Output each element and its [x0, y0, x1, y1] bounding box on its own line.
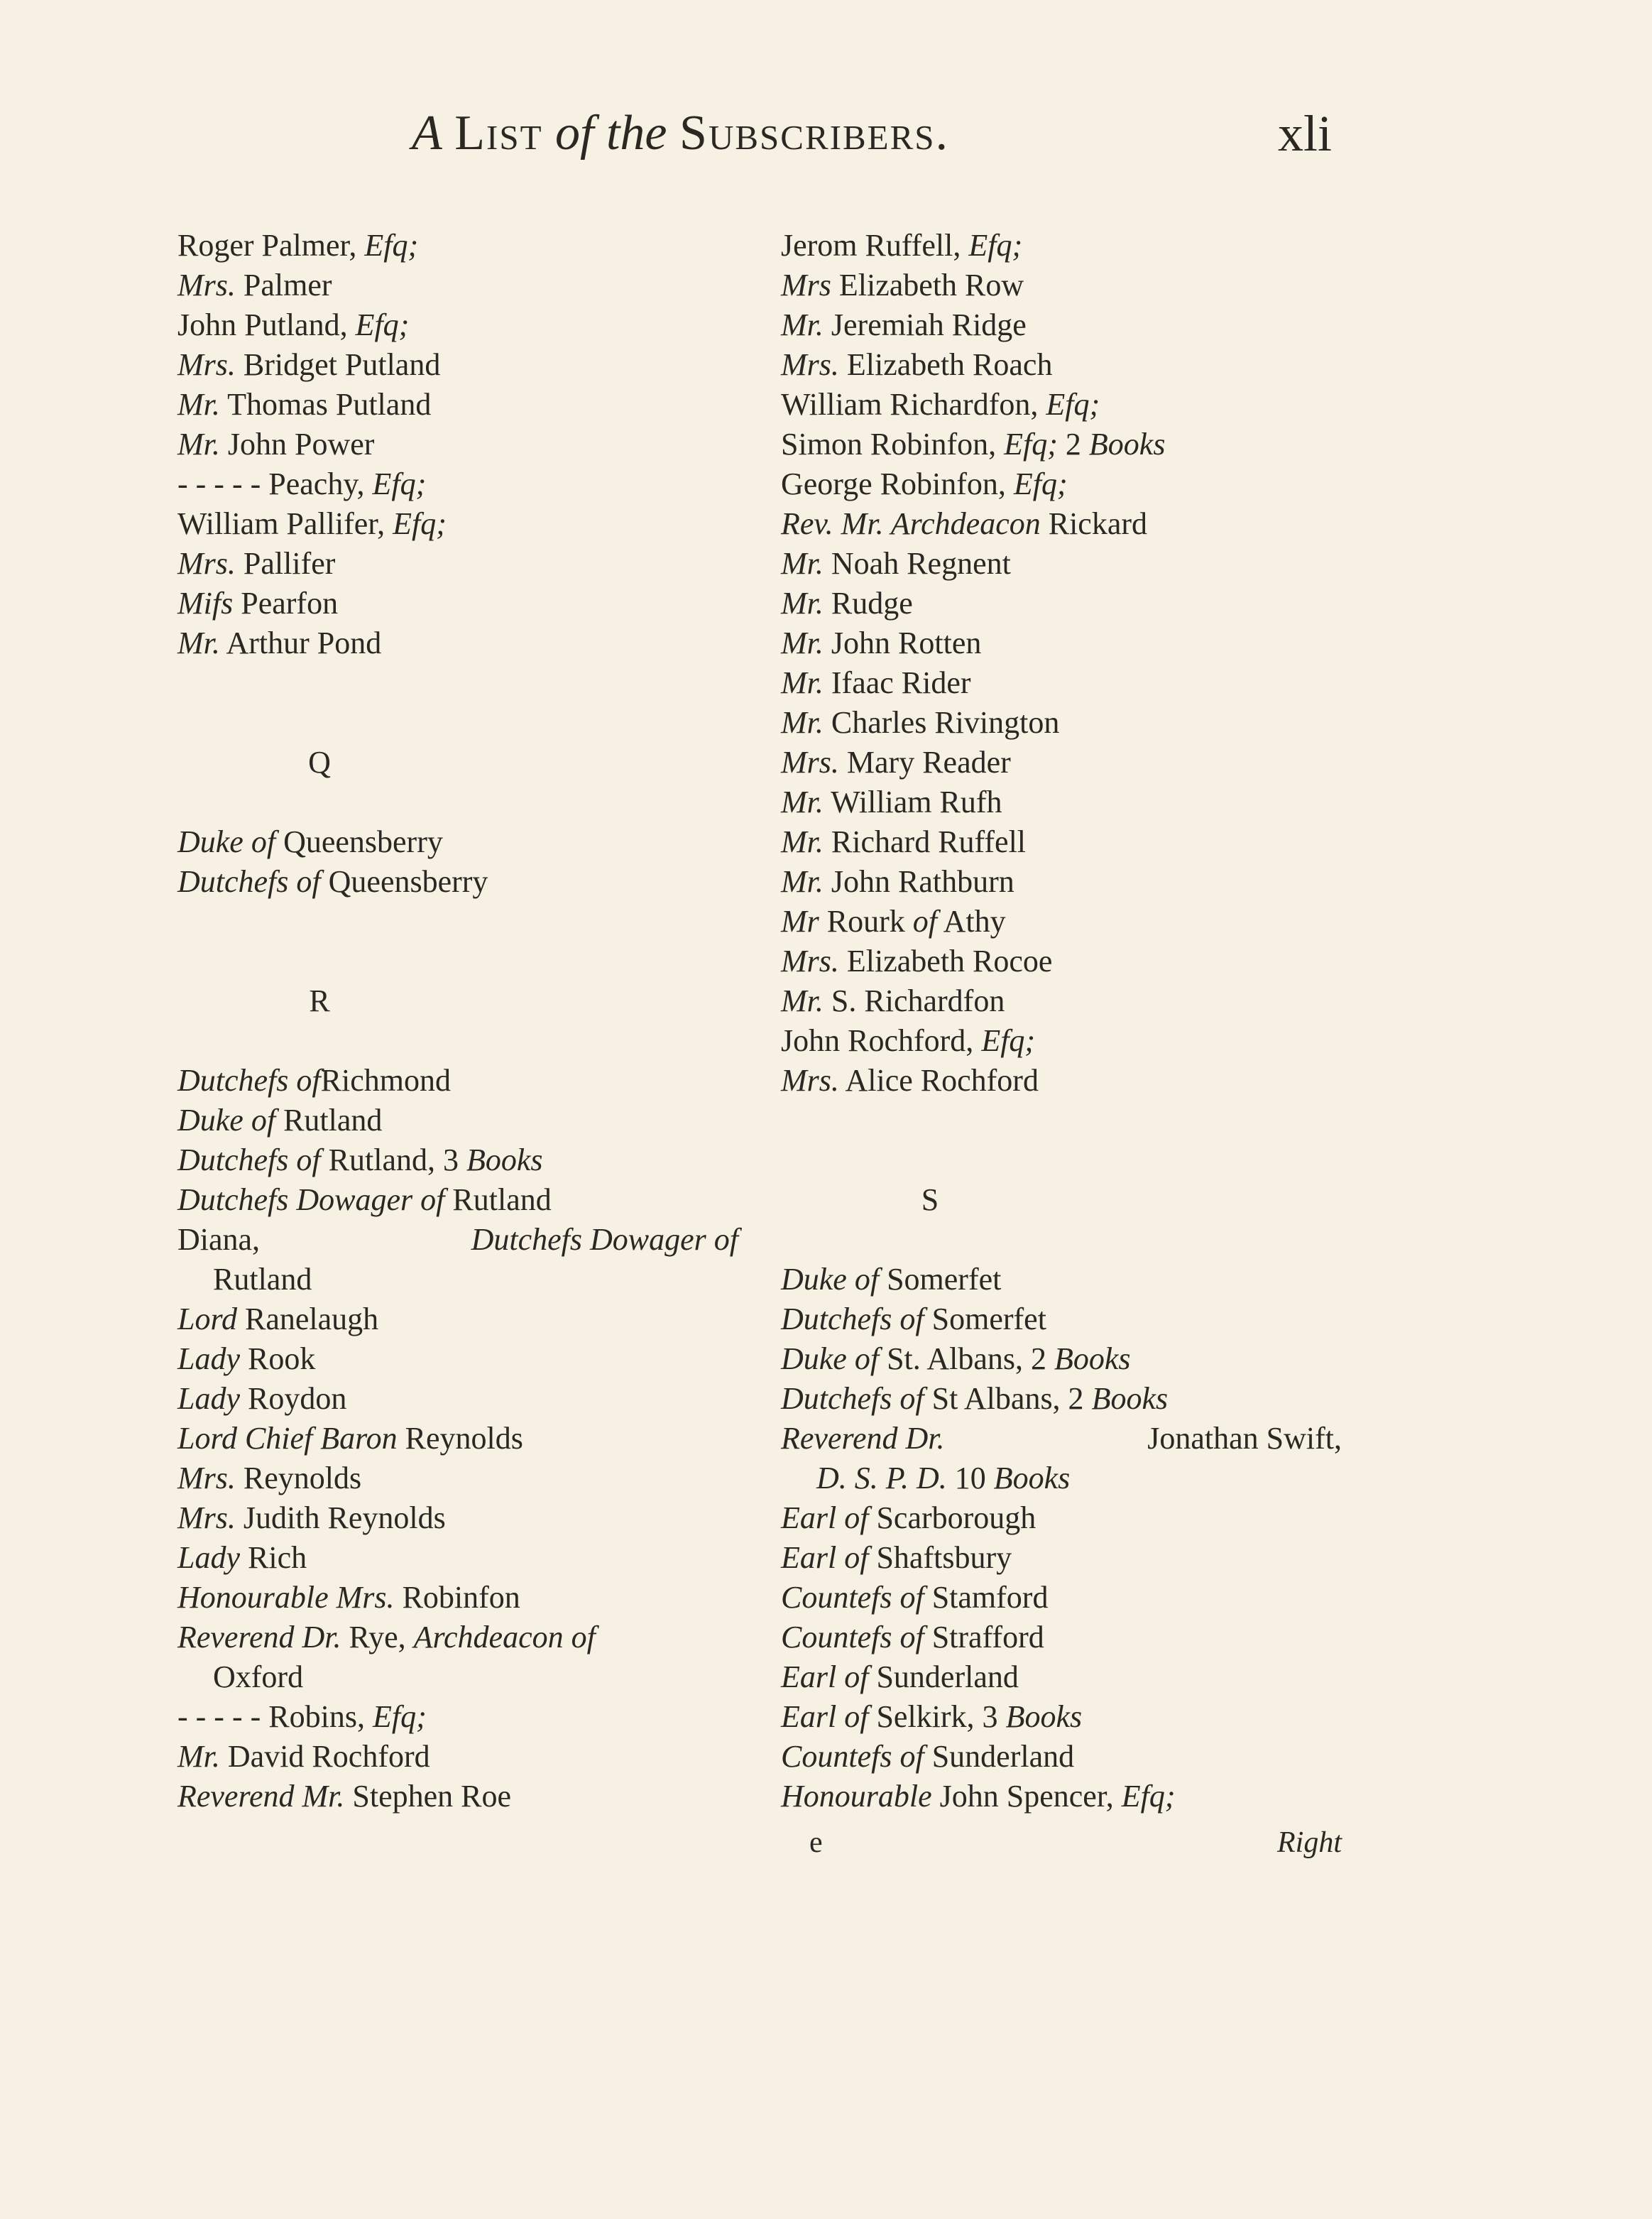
- subscriber-entry: [781, 1578, 1363, 1618]
- entry-text: William Rufh: [823, 785, 1002, 819]
- entry-text: Earl of: [781, 1659, 869, 1694]
- entry-text: Dutchefs Dowager of: [177, 1182, 445, 1217]
- entry-text: Queensberry: [275, 824, 443, 859]
- entry-text: Honourable Mrs.: [177, 1580, 395, 1615]
- entry-text: Mrs.: [177, 268, 236, 302]
- header-of: of: [555, 106, 594, 160]
- subscriber-entry: [781, 1697, 1363, 1737]
- subscriber-entry: [177, 1538, 760, 1578]
- entry-text: William Pallifer,: [177, 506, 393, 541]
- entry-text: Mrs.: [177, 347, 236, 382]
- subscriber-entry: [781, 942, 1363, 981]
- entry-text: Pallifer: [235, 546, 336, 581]
- entry-text: 10: [946, 1461, 994, 1495]
- subscriber-entry: [781, 1260, 1363, 1299]
- subscriber-entry: [781, 1339, 1363, 1379]
- entry-text: Diana,: [177, 1222, 268, 1257]
- subscriber-entry: [781, 703, 1363, 743]
- entry-text: Mrs.: [177, 1500, 236, 1535]
- subscriber-entry: [781, 345, 1363, 385]
- entry-text: Somerfet: [924, 1302, 1046, 1336]
- subscriber-entry: [177, 1498, 760, 1538]
- entry-text: Jeremiah Ridge: [823, 307, 1027, 342]
- entry-text: Mrs.: [781, 745, 839, 780]
- entry-text: Books: [1054, 1341, 1131, 1376]
- entry-text: Shaftsbury: [868, 1540, 1012, 1575]
- entry-text: Earl of: [781, 1699, 869, 1734]
- section-letter: Q: [308, 745, 331, 780]
- entry-text: William Richardfon,: [781, 387, 1046, 422]
- entry-text: - - - - - Peachy,: [177, 467, 373, 501]
- entry-text: Sunderland: [868, 1659, 1019, 1694]
- entry-text: Elizabeth Row: [831, 268, 1024, 302]
- subscriber-entry: [781, 822, 1363, 862]
- entry-text: Mr.: [781, 705, 824, 740]
- subscriber-entry: [781, 1657, 1363, 1697]
- subscriber-entry: [781, 1061, 1363, 1101]
- entry-text: Dutchefs of: [781, 1381, 924, 1416]
- entry-text: Mr: [781, 904, 819, 939]
- entry-text: Rudge: [823, 586, 913, 621]
- entry-text: Reynolds: [235, 1461, 362, 1495]
- entry-text: - - - - - Robins,: [177, 1699, 373, 1734]
- subscriber-entry: [781, 981, 1363, 1021]
- subscriber-entry: [781, 1299, 1363, 1339]
- spacer: [781, 1101, 1363, 1180]
- entry-text: Robinfon: [394, 1580, 520, 1615]
- subscriber-entry: [781, 1777, 1363, 1816]
- entry-text: Pearfon: [233, 586, 339, 621]
- entry-text: Efq;: [1046, 387, 1100, 422]
- subscriber-entry: [177, 1220, 738, 1260]
- entry-text: Dutchefs of: [177, 864, 321, 899]
- entry-text: John Power: [219, 427, 375, 462]
- subscriber-entry: [177, 584, 760, 623]
- subscriber-entry: [177, 1578, 760, 1618]
- page-footer: [781, 1825, 1342, 1860]
- entry-text: Noah Regnent: [823, 546, 1011, 581]
- spacer: [177, 783, 760, 822]
- entry-text: Archdeacon of: [413, 1620, 596, 1654]
- entry-text: Mr.: [177, 387, 220, 422]
- entry-text: Ranelaugh: [236, 1302, 379, 1336]
- subscriber-entry: [177, 862, 760, 902]
- entry-text: Efq;: [355, 307, 410, 342]
- entry-text: Mr.: [781, 785, 824, 819]
- entry-text: Roydon: [240, 1381, 347, 1416]
- entry-text: Simon Robinfon,: [781, 427, 1005, 462]
- entry-text: John Rotten: [823, 626, 982, 660]
- subscriber-entry: [781, 544, 1363, 584]
- entry-text: John Rochford,: [781, 1023, 982, 1058]
- entry-text: Mrs.: [177, 1461, 236, 1495]
- entry-text: Duke of: [781, 1341, 880, 1376]
- subscriber-entry: [177, 1419, 760, 1459]
- spacer: [177, 663, 760, 743]
- subscriber-entry: [781, 584, 1363, 623]
- entry-text: Rutland, 3: [320, 1143, 466, 1177]
- entry-text: Rutland: [444, 1182, 552, 1217]
- entry-text: Somerfet: [879, 1262, 1002, 1297]
- subscriber-entry: [177, 1737, 760, 1777]
- entry-text: John Rathburn: [823, 864, 1014, 899]
- entry-text: Books: [1088, 427, 1166, 462]
- subscriber-entry: [177, 1140, 760, 1180]
- entry-text: Efq;: [372, 1699, 427, 1734]
- entry-text: Efq;: [372, 467, 427, 501]
- entry-text: Elizabeth Rocoe: [838, 944, 1053, 978]
- entry-text: Richmond: [320, 1063, 451, 1098]
- subscriber-entry: [781, 1538, 1363, 1578]
- entry-text: Rev. Mr. Archdeacon: [781, 506, 1041, 541]
- entry-text: Queensberry: [320, 864, 488, 899]
- subscriber-entry: [177, 385, 760, 425]
- entry-text: Lady: [177, 1381, 240, 1416]
- entry-text: Mr.: [781, 546, 824, 581]
- entry-text: John Spencer,: [931, 1779, 1122, 1814]
- entry-text: Countefs of: [781, 1739, 924, 1774]
- entry-text: Books: [993, 1461, 1071, 1495]
- section-letter: S: [921, 1182, 939, 1217]
- entry-text: Mrs.: [781, 1063, 839, 1098]
- subscriber-entry: [781, 266, 1363, 305]
- entry-text: Mr.: [177, 626, 220, 660]
- subscriber-entry: [781, 305, 1363, 345]
- entry-text: Efq;: [1013, 467, 1068, 501]
- subscriber-entry: [781, 663, 1363, 703]
- spacer: [177, 1021, 760, 1061]
- entry-text: Scarborough: [868, 1500, 1036, 1535]
- header-list: List: [454, 106, 543, 160]
- header-a: A: [412, 106, 442, 160]
- entry-text: Mr.: [781, 864, 824, 899]
- subscriber-entry: [781, 464, 1363, 504]
- entry-text: Bridget Putland: [235, 347, 441, 382]
- right-column: [781, 226, 1363, 1816]
- subscriber-entry: [177, 1180, 760, 1220]
- entry-text: Earl of: [781, 1500, 869, 1535]
- entry-text: Mrs.: [781, 347, 839, 382]
- entry-text: Mr.: [781, 307, 824, 342]
- entry-text: Reverend Mr.: [177, 1779, 345, 1814]
- entry-text: Dutchefs Dowager of: [471, 1222, 738, 1257]
- entry-text: Mr.: [781, 626, 824, 660]
- entry-text: Roger Palmer,: [177, 228, 365, 263]
- entry-text: Selkirk, 3: [868, 1699, 1006, 1734]
- entry-text: Lord: [177, 1302, 237, 1336]
- entry-text: Mr.: [781, 983, 824, 1018]
- header-subscribers: Subscribers.: [679, 106, 949, 160]
- subscriber-entry: [177, 1260, 760, 1299]
- subscriber-entry: [781, 623, 1363, 663]
- subscriber-entry: [177, 822, 760, 862]
- subscriber-entry: [177, 1777, 760, 1816]
- subscriber-entry: [177, 1459, 760, 1498]
- entry-text: Efq;: [981, 1023, 1036, 1058]
- entry-text: Books: [1091, 1381, 1169, 1416]
- entry-text: Elizabeth Roach: [838, 347, 1053, 382]
- entry-text: John Putland,: [177, 307, 356, 342]
- entry-text: Mr.: [781, 586, 824, 621]
- subscriber-entry: [177, 305, 760, 345]
- entry-text: Efq;: [393, 506, 447, 541]
- entry-text: Dutchefs of: [177, 1143, 321, 1177]
- entry-text: Rye,: [341, 1620, 414, 1654]
- subscriber-entry: [177, 1339, 760, 1379]
- entry-text: Reverend Dr.: [177, 1620, 341, 1654]
- subscriber-entry: [177, 1697, 760, 1737]
- subscriber-entry: [177, 504, 760, 544]
- entry-text: Mr.: [781, 665, 824, 700]
- spacer: [177, 902, 760, 981]
- entry-text: Efq;: [1004, 427, 1058, 462]
- entry-text: Dutchefs of: [781, 1302, 924, 1336]
- entry-text: Mr.: [177, 427, 220, 462]
- subscriber-entry: [781, 1419, 1342, 1459]
- subscriber-entry: [781, 783, 1363, 822]
- subscriber-entry: [177, 623, 760, 663]
- entry-text: Lady: [177, 1341, 240, 1376]
- entry-text: Books: [1005, 1699, 1083, 1734]
- subscriber-entry: [781, 1737, 1363, 1777]
- entry-text: Efq;: [1121, 1779, 1176, 1814]
- entry-text: Thomas Putland: [219, 387, 432, 422]
- subscriber-entry: [781, 1021, 1363, 1061]
- subscriber-entry: [781, 226, 1363, 266]
- subscriber-entry: [177, 345, 760, 385]
- entry-text: Countefs of: [781, 1580, 924, 1615]
- running-header: [412, 105, 949, 162]
- entry-text: Rutland: [275, 1103, 383, 1138]
- entry-text: 2: [1057, 427, 1089, 462]
- entry-text: Reverend Dr.: [781, 1421, 945, 1456]
- entry-text: St Albans, 2: [924, 1381, 1092, 1416]
- entry-text: Alice Rochford: [838, 1063, 1039, 1098]
- subscriber-entry: [177, 1299, 760, 1339]
- entry-text: Palmer: [235, 268, 332, 302]
- entry-text: Rook: [240, 1341, 316, 1376]
- entry-text: Lady: [177, 1540, 240, 1575]
- entry-text: Mrs.: [781, 944, 839, 978]
- entry-text: Stephen Roe: [344, 1779, 512, 1814]
- subscriber-entry: [177, 464, 760, 504]
- entry-text: Efq;: [968, 228, 1023, 263]
- subscriber-entry: [177, 266, 760, 305]
- entry-text: Books: [466, 1143, 543, 1177]
- entry-text: Strafford: [924, 1620, 1044, 1654]
- entry-text: Countefs of: [781, 1620, 924, 1654]
- entry-text: Oxford: [213, 1659, 304, 1694]
- entry-text: George Robinfon,: [781, 467, 1014, 501]
- entry-text: D. S. P. D.: [816, 1461, 947, 1495]
- entry-text: Rickard: [1040, 506, 1148, 541]
- subscriber-entry: [781, 425, 1363, 464]
- entry-text: Duke of: [781, 1262, 880, 1297]
- page-number: xli: [1278, 105, 1333, 162]
- entry-text: Stamford: [924, 1580, 1049, 1615]
- entry-text: Lord Chief Baron: [177, 1421, 398, 1456]
- subscriber-entry: [177, 226, 760, 266]
- entry-text: Honourable: [781, 1779, 932, 1814]
- entry-text: Sunderland: [924, 1739, 1075, 1774]
- entry-text: Dutchefs of: [177, 1063, 321, 1098]
- subscriber-entry: [781, 504, 1363, 544]
- left-column: [177, 226, 760, 1816]
- entry-text: Duke of: [177, 824, 276, 859]
- signature-mark: e: [809, 1826, 823, 1859]
- entry-text: Efq;: [364, 228, 419, 263]
- section-letter: R: [309, 983, 330, 1018]
- entry-text: S. Richardfon: [823, 983, 1005, 1018]
- entry-text: Rich: [240, 1540, 307, 1575]
- subscriber-entry: [177, 1101, 760, 1140]
- spacer: [781, 1220, 1363, 1260]
- subscriber-entry: [177, 1061, 760, 1101]
- subscriber-entry: [177, 425, 760, 464]
- subscriber-entry: [177, 1379, 760, 1419]
- entry-text: Duke of: [177, 1103, 276, 1138]
- entry-text: Jerom Ruffell,: [781, 228, 969, 263]
- subscriber-entry: [781, 385, 1363, 425]
- entry-text: Reynolds: [397, 1421, 523, 1456]
- entry-text: Rutland: [213, 1262, 312, 1297]
- header-the: the: [606, 106, 667, 160]
- entry-text: Mifs: [177, 586, 234, 621]
- subscriber-entry: [781, 743, 1363, 783]
- entry-text: Arthur Pond: [219, 626, 382, 660]
- subscriber-entry: [177, 544, 760, 584]
- entry-text: Athy: [937, 904, 1006, 939]
- entry-text: Jonathan Swift,: [1139, 1421, 1342, 1456]
- entry-text: Charles Rivington: [823, 705, 1060, 740]
- subscriber-entry: [177, 1618, 760, 1657]
- entry-text: Ifaac Rider: [823, 665, 971, 700]
- entry-text: Judith Reynolds: [235, 1500, 446, 1535]
- subscriber-entry: [781, 902, 1363, 942]
- catchword: Right: [1277, 1826, 1342, 1859]
- entry-text: Mrs.: [177, 546, 236, 581]
- subscriber-entry: [781, 862, 1363, 902]
- entry-text: David Rochford: [219, 1739, 430, 1774]
- entry-text: Mr.: [177, 1739, 220, 1774]
- entry-text: Earl of: [781, 1540, 869, 1575]
- subscriber-entry: [781, 1498, 1363, 1538]
- entry-text: Mrs: [781, 268, 831, 302]
- entry-text: of: [912, 904, 938, 939]
- subscriber-entry: [781, 1459, 1363, 1498]
- subscriber-entry: [781, 1379, 1363, 1419]
- entry-text: Mary Reader: [838, 745, 1011, 780]
- entry-text: Rourk: [819, 904, 913, 939]
- entry-text: Richard Ruffell: [823, 824, 1027, 859]
- subscriber-entry: [177, 1657, 760, 1697]
- subscriber-entry: [781, 1618, 1363, 1657]
- entry-text: Mr.: [781, 824, 824, 859]
- entry-text: St. Albans, 2: [879, 1341, 1054, 1376]
